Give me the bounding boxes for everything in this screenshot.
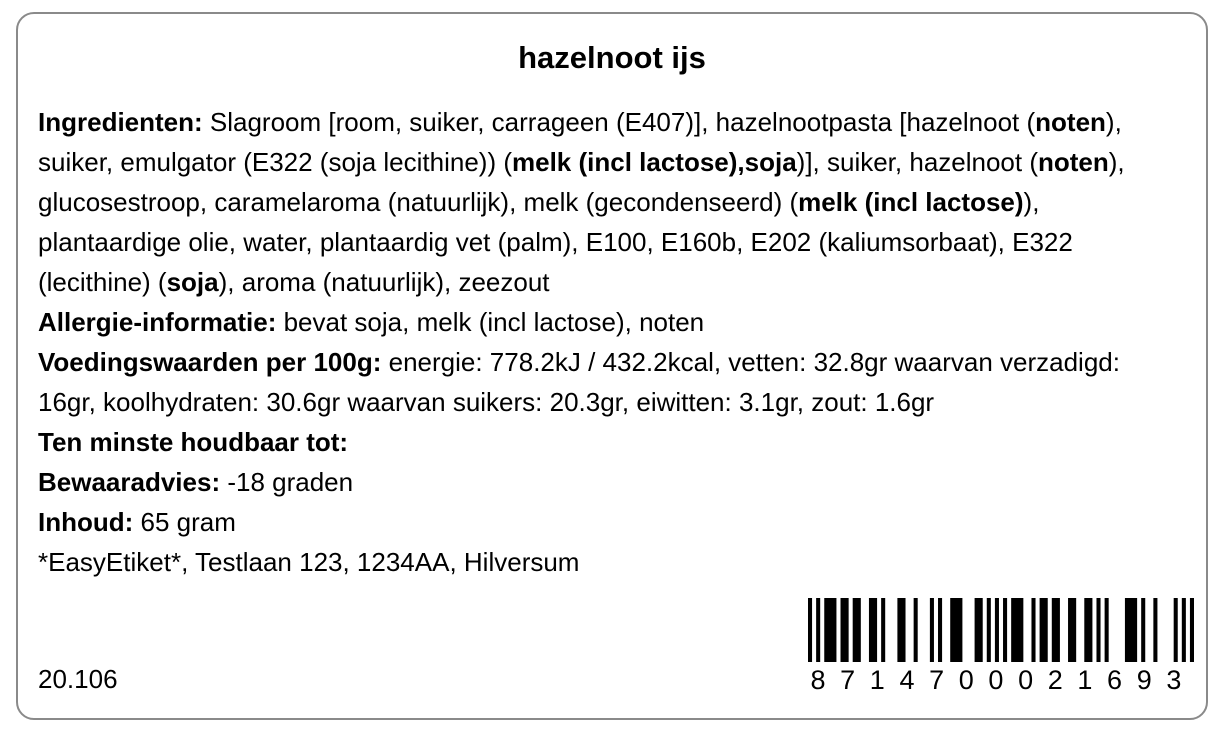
best-before-heading: Ten minste houdbaar tot: [38,427,349,457]
barcode-bar [897,598,905,662]
barcode-bar [1003,598,1007,662]
barcode-digit: 9 [1136,665,1152,695]
barcode-bar [1174,598,1178,662]
article-number: 20.106 [38,664,118,694]
allergen-highlight: melk (incl lactose),soja [511,147,797,177]
barcode-digit: 0 [1018,665,1034,695]
barcode-bar [914,598,918,662]
ingredients-fragment: ), suiker, emulgator (E322 (soja lecithine)) ( [38,107,1122,177]
barcode-bar [869,598,877,662]
contents-heading: Inhoud: [38,507,134,537]
product-label [16,12,1208,720]
barcode-bar [975,598,983,662]
allergen-highlight: melk (incl lactose) [798,187,1024,217]
barcode-bar [824,598,836,662]
barcode-digit: 0 [958,665,974,695]
barcode-bar [1052,598,1060,662]
product-title: hazelnoot ijs [518,40,706,75]
allergen-highlight: soja [166,267,219,297]
barcode-bar [808,598,812,662]
allergy-text: bevat soja, melk (incl lactose), noten [276,307,705,337]
barcode-bar [1182,598,1186,662]
nutrition-paragraph [38,342,1178,422]
ingredients-heading: Ingredienten: [38,107,203,137]
contents-paragraph [38,502,1178,542]
allergen-highlight: noten [1038,147,1109,177]
ingredients-fragment: Slagroom [room, suiker, carrageen (E407)], hazelnootpasta [hazelnoot ( [202,107,1036,137]
ingredients-fragment: ), plantaardige olie, water, plantaardig vet (palm), E100, E160b, E202 (kaliumsorbaat), E322 (lecithine) ( [38,187,1073,297]
contents-text: 65 gram [133,507,236,537]
storage-heading: Bewaaradvies: [38,467,221,497]
storage-text: -18 graden [220,467,354,497]
allergy-paragraph [38,302,1178,342]
barcode-digit: 3 [1166,665,1182,695]
barcode-bar [1031,598,1035,662]
ingredients-paragraph [38,102,1178,302]
barcode-bar [987,598,991,662]
barcode-bar [1105,598,1109,662]
barcode-digits [806,664,1186,696]
ingredients-fragment: )], suiker, hazelnoot ( [796,147,1038,177]
barcode-digit: 8 [810,665,826,695]
barcode-digit: 1 [1077,665,1093,695]
barcode-bar [938,598,942,662]
barcode-bar [1125,598,1137,662]
barcode-bars [808,598,1194,662]
best-before-paragraph [38,422,1178,462]
barcode-bar [1084,598,1092,662]
barcode-digit: 1 [869,665,885,695]
barcode-digit: 0 [988,665,1004,695]
barcode-bar [1153,598,1157,662]
nutrition-heading: Voedingswaarden per 100g: [38,347,382,377]
barcode-bar [930,598,934,662]
barcode-bar [853,598,861,662]
barcode-digit: 4 [899,665,915,695]
nutrition-text: energie: 778.2kJ / 432.2kcal, vetten: 32.8gr waarvan verzadigd: 16gr, koolhydraten: 30.6gr waarvan suikers: 20.3gr, eiwitten: 3.1gr, zout: 1.6gr [38,347,1120,417]
allergen-highlight: noten [1035,107,1106,137]
barcode-digit: 6 [1107,665,1123,695]
barcode-bar [1011,598,1023,662]
barcode-bar [995,598,999,662]
barcode-bar [816,598,820,662]
barcode-bar [841,598,849,662]
barcode-digit: 7 [840,665,856,695]
barcode-bar [950,598,962,662]
barcode-bar [881,598,885,662]
ingredients-fragment: ), aroma (natuurlijk), zeezout [218,267,550,297]
barcode-bar [1096,598,1100,662]
barcode-digit: 2 [1047,665,1063,695]
barcode-bar [1040,598,1048,662]
allergy-heading: Allergie-informatie: [38,307,277,337]
barcode-bar [1068,598,1076,662]
barcode-bar [1190,598,1194,662]
barcode-bar [1141,598,1145,662]
ingredients-fragment: ), glucosestroop, caramelaroma (natuurlijk), melk (gecondenseerd) ( [38,147,1125,217]
label-body [38,102,1178,582]
storage-paragraph [38,462,1178,502]
barcode [806,598,1196,698]
producer-address: *EasyEtiket*, Testlaan 123, 1234AA, Hilversum [38,547,580,577]
barcode-digit: 7 [929,665,945,695]
